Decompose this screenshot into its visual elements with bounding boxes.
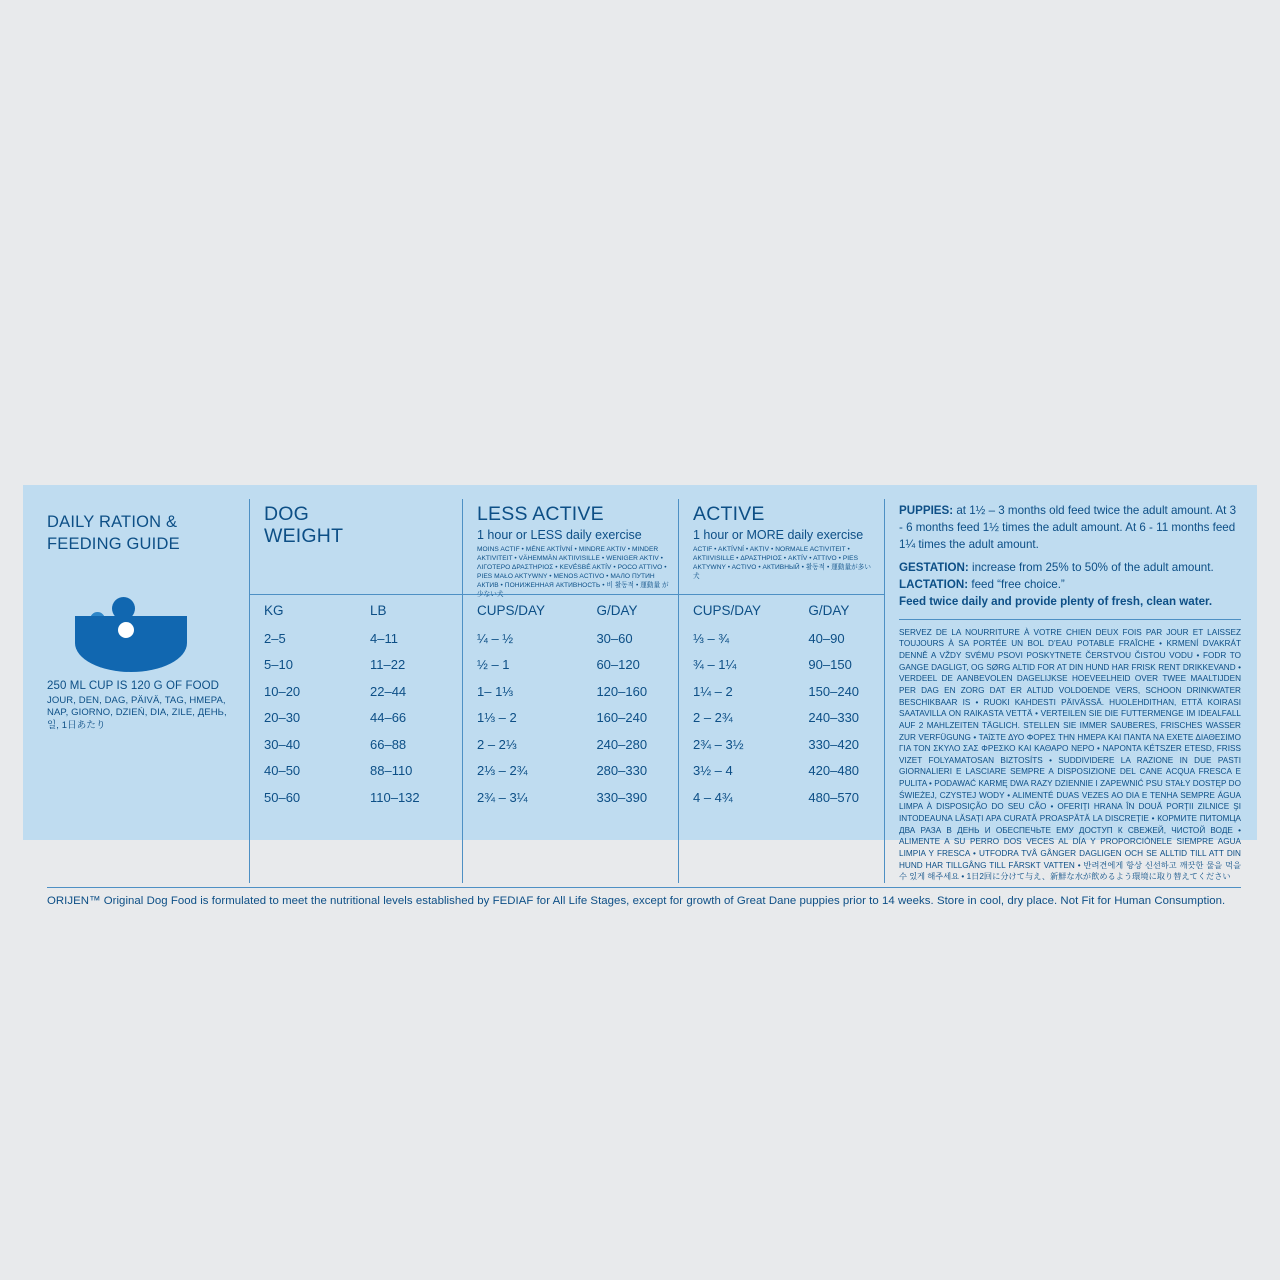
cell-kg: 20–30 xyxy=(264,710,301,726)
table-row xyxy=(679,705,884,732)
lactation-text: feed “free choice.” xyxy=(968,578,1065,592)
table-row xyxy=(250,784,462,811)
cell-less-g: 280–330 xyxy=(596,763,648,779)
lactation-note xyxy=(899,577,1241,594)
table-row xyxy=(463,678,678,705)
cell-kg: 5–10 xyxy=(264,657,293,673)
footer-statement: ORIJEN™ Original Dog Food is formulated to meet the nutritional levels established by FEDIAF for All Life Stages, except for growth of Great Dane puppies prior to 14 weeks. Store in cool, dry place. Not Fit for Human Consumption. xyxy=(47,894,1226,907)
cell-lb: 88–110 xyxy=(370,763,413,779)
dog-weight-column xyxy=(250,499,462,883)
less-active-header xyxy=(463,499,678,598)
water-note-text: Feed twice daily and provide plenty of fresh, clean water. xyxy=(899,594,1213,608)
guide-title xyxy=(47,511,239,556)
table-row xyxy=(679,784,884,811)
feeding-guide-panel xyxy=(23,485,1257,907)
subheader-lb: LB xyxy=(370,602,387,618)
cup-measure-note: 250 ML CUP IS 120 G OF FOOD xyxy=(47,679,220,692)
less-active-subtitle: 1 hour or LESS daily exercise xyxy=(477,528,642,543)
active-subtitle: 1 hour or MORE daily exercise xyxy=(693,528,864,543)
table-row xyxy=(250,758,462,785)
less-active-title: LESS ACTIVE xyxy=(477,503,604,525)
cell-active-g: 90–150 xyxy=(808,657,852,673)
cell-lb: 44–66 xyxy=(370,710,407,726)
subheader-g-day: G/DAY xyxy=(808,602,850,618)
cell-kg: 50–60 xyxy=(264,789,301,805)
cell-less-g: 30–60 xyxy=(596,630,633,646)
cell-active-g: 330–420 xyxy=(808,736,860,752)
active-column xyxy=(678,499,884,883)
cell-less-cups: 1⅓ – 2 xyxy=(477,710,517,726)
cell-active-g: 480–570 xyxy=(808,789,860,805)
cell-less-cups: 2¾ – 3¼ xyxy=(477,789,528,805)
table-row xyxy=(679,625,884,652)
table-row xyxy=(250,731,462,758)
water-note xyxy=(899,594,1241,611)
table-row xyxy=(250,625,462,652)
subheader-g-day: G/DAY xyxy=(596,602,638,618)
less-active-languages: MOINS ACTIF • MÉNE AKTÍVNÍ • MINDRE AKTIV • MINDER AKTIVITEIT • VÄHEMMÄN AKTIIVISILLE • WENIGER AKTIV • ΛΙΓΟΤΕΡΟ ΔΡΑΣΤΗΡΙΟΣ • KEVÉSBÉ AKTÍV • POCO ATTIVO • PIES MAŁO AKTYWNY • MENOS ACTIVO • МАЛО ПУТИН АКТИВ • ПОНИЖЕННАЯ АКТИВНОСТЬ • 비 활동적 • 運動量 が少ない犬 xyxy=(477,546,669,598)
table-row xyxy=(463,625,678,652)
cell-active-cups: 4 – 4¾ xyxy=(693,789,733,805)
cell-lb: 110–132 xyxy=(370,789,420,805)
kibble-dot-inner-icon xyxy=(118,622,134,638)
cell-active-cups: ⅓ – ¾ xyxy=(693,630,730,646)
daily-ration-guide-column xyxy=(47,499,249,883)
feeding-table xyxy=(249,499,884,883)
cell-less-g: 160–240 xyxy=(596,710,648,726)
table-row xyxy=(679,652,884,679)
gestation-text: increase from 25% to 50% of the adult amount. xyxy=(968,561,1214,575)
cell-kg: 2–5 xyxy=(264,630,286,646)
dog-weight-title-line1: DOG xyxy=(264,503,310,525)
cell-active-g: 40–90 xyxy=(808,630,845,646)
cell-active-cups: ¾ – 1¼ xyxy=(693,657,737,673)
cell-active-cups: 2 – 2¾ xyxy=(693,710,733,726)
cell-less-cups: 2⅓ – 2¾ xyxy=(477,763,528,779)
feeding-notes-column xyxy=(884,499,1241,883)
cell-active-g: 420–480 xyxy=(808,763,860,779)
cup-measure-languages: JOUR, DEN, DAG, PÄIVÄ, TAG, HMEPA, NAP, GIORNO, DZIEŃ, DIA, ZILE, ДЕНЬ, 일, 1日あたり xyxy=(47,694,227,732)
active-languages: ACTIF • AKTÍVNÍ • AKTIV • NORMALE ACTIVITEIT • AKTIIVISILLE • ΔΡΑΣΤΗΡΙΟΣ • AKTÍV • ATTIVO • PIES AKTYWNY • ACTIVO • АКТИВНЫЙ • 활동적 • 運動量が多い犬 xyxy=(693,546,872,581)
dog-weight-header xyxy=(250,499,462,595)
cell-kg: 30–40 xyxy=(264,736,301,752)
guide-title-line1: DAILY RATION & xyxy=(47,513,178,531)
feeding-notes xyxy=(899,503,1241,611)
cell-less-cups: 1– 1⅓ xyxy=(477,683,514,699)
table-row xyxy=(463,705,678,732)
cell-less-g: 60–120 xyxy=(596,657,640,673)
cell-less-g: 120–160 xyxy=(596,683,648,699)
table-row xyxy=(679,678,884,705)
cell-kg: 40–50 xyxy=(264,763,301,779)
gestation-note xyxy=(899,560,1241,577)
table-row xyxy=(463,731,678,758)
dog-weight-title-line2: WEIGHT xyxy=(264,525,344,548)
cell-lb: 4–11 xyxy=(370,630,398,646)
cell-less-cups: ½ – 1 xyxy=(477,657,510,673)
less-active-column xyxy=(462,499,678,883)
table-row xyxy=(679,758,884,785)
table-row xyxy=(250,678,462,705)
lactation-label: LACTATION: xyxy=(899,578,969,592)
cell-less-g: 240–280 xyxy=(596,736,648,752)
cell-active-cups: 1¼ – 2 xyxy=(693,683,733,699)
active-header xyxy=(679,499,884,595)
guide-title-line2: FEEDING GUIDE xyxy=(47,535,180,554)
puppies-label: PUPPIES: xyxy=(899,504,954,517)
table-row xyxy=(250,705,462,732)
cell-less-cups: 2 – 2⅓ xyxy=(477,736,517,752)
table-row xyxy=(679,731,884,758)
active-subheaders xyxy=(679,595,884,625)
gestation-label: GESTATION: xyxy=(899,561,969,575)
puppies-text: at 1½ – 3 months old feed twice the adult amount. At 3 - 6 months feed 1½ times the adult amount. At 6 - 11 months feed 1¼ times the adult amount. xyxy=(899,504,1237,551)
dog-weight-subheaders xyxy=(250,595,462,625)
subheader-cups-day: CUPS/DAY xyxy=(693,602,762,618)
table-row xyxy=(463,652,678,679)
cell-active-cups: 2¾ – 3½ xyxy=(693,736,744,752)
cell-lb: 22–44 xyxy=(370,683,407,699)
cell-lb: 11–22 xyxy=(370,657,406,673)
cell-active-cups: 3½ – 4 xyxy=(693,763,733,779)
puppies-note xyxy=(899,503,1241,553)
cell-less-g: 330–390 xyxy=(596,789,648,805)
multilingual-feeding-note: SERVEZ DE LA NOURRITURE À VOTRE CHIEN DEUX FOIS PAR JOUR ET LAISSEZ TOUJOURS À SA PORTÉE UN BOL D’EAU POTABLE FRAÎCHE • KRMENÍ DVAKRÁT DENNĚ A VŽDY SVÉMU PSOVI POSKYTNETE ČERSTVOU ČISTOU VODU • FODR TO GANGE DAGLIGT, OG SØRG ALTID FOR AT DIN HUND HAR FRISK RENT DRIKKEVAND • VERDEEL DE AANBEVOLEN DAGELIJKSE HOEVEELHEID OVER TWEE MAALTIJDEN PER DAG EN ZORG DAT ER ALTIJD VOLDOENDE VERS, SCHOON DRINKWATER BESCHIKBAAR IS • RUOKI KAHDESTI PÄIVÄSSÄ. HUOLEHDITHAN, ETTÄ KOIRASI SAATAVILLA ON RAIKASTA VETTÄ • VERTEILEN SIE DIE FUTTERMENGE IM IDEALFALL AUF 2 MAHLZEITEN TÄGLICH. STELLEN SIE IMMER SAUBERES, FRISCHES WASSER ZUR VERFÜGUNG • ΤΑΐΣΤΕ ΔΥΟ ΦΟΡΕΣ ΤΗΝ ΗΜΕΡΑ ΚΑΙ ΠΑΝΤΑ ΝΑ ΕΧΕΤΕ ΔΙΑΘΕΣΙΜΟ ΓΙΑ ΤΟΝ ΣΚΥΛΟ ΣΑΣ ΦΡΕΣΚΟ ΚΑΙ ΚΑΘΑΡΟ ΝΕΡΟ • NAPONTA KÉTSZER ETESD, FRISS VIZET FOLYAMATOSAN BIZTOSÍTS • SUDDIVIDERE LA RAZIONE IN DUE PASTI GIORNALIERI E LASCIARE SEMPRE A DISPOSIZIONE DEL CANE ACQUA FRESCA E PULITA • PODAWAĆ KARMĘ DWA RAZY DZIENNIE I ZAPEWNIĆ PSU STAŁY DOSTĘP DO ŚWIEŻEJ, CZYSTEJ WODY • ALIMENTÉ DUAS VEZES AO DIA E TENHA SEMPRE ÁGUA LIMPA À DISPOSIÇÃO DO SEU CÃO • OFERIȚI HRANA ÎN DOUĂ PORȚII ZILNICE ŞI INTODEAUNA LĂSAȚI APA CURATĂ PROASPĂTĂ LA DISCREȚIE • КОРМИТЕ ПИТОМЦА ДВА РАЗА В ДЕНЬ И ОБЕСПЕЧЬТЕ ЕМУ ДОСТУП К СВЕЖЕЙ, ЧИСТОЙ ВОДЕ • ALIMENTE A SU PERRO DOS VECES AL DÍA Y PROPORCIÓNELE SIEMPRE AGUA LIMPIA Y FRESCA • UTFODRA TVÅ GÅNGER DAGLIGEN OCH SE ALLTID TILL ATT DIN HUND HAR TILLGÅNG TILL FÄRSKT VATTEN • 반려견에게 항상 신선하고 깨끗한 물을 먹을 수 있게 해주세요 • 1日2回に分けて与え、新鮮な水が飲めるよう環境に取り替えてください xyxy=(899,627,1241,882)
cell-kg: 10–20 xyxy=(264,683,301,699)
food-bowl-icon xyxy=(57,582,207,672)
cell-active-g: 150–240 xyxy=(808,683,860,699)
table-row xyxy=(463,784,678,811)
active-title: ACTIVE xyxy=(693,503,765,525)
cell-lb: 66–88 xyxy=(370,736,407,752)
table-row xyxy=(463,758,678,785)
subheader-cups-day: CUPS/DAY xyxy=(477,602,546,618)
subheader-kg: KG xyxy=(264,602,284,618)
cell-active-g: 240–330 xyxy=(808,710,860,726)
cell-less-cups: ¼ – ½ xyxy=(477,630,514,646)
table-row xyxy=(250,652,462,679)
notes-divider xyxy=(899,619,1241,620)
